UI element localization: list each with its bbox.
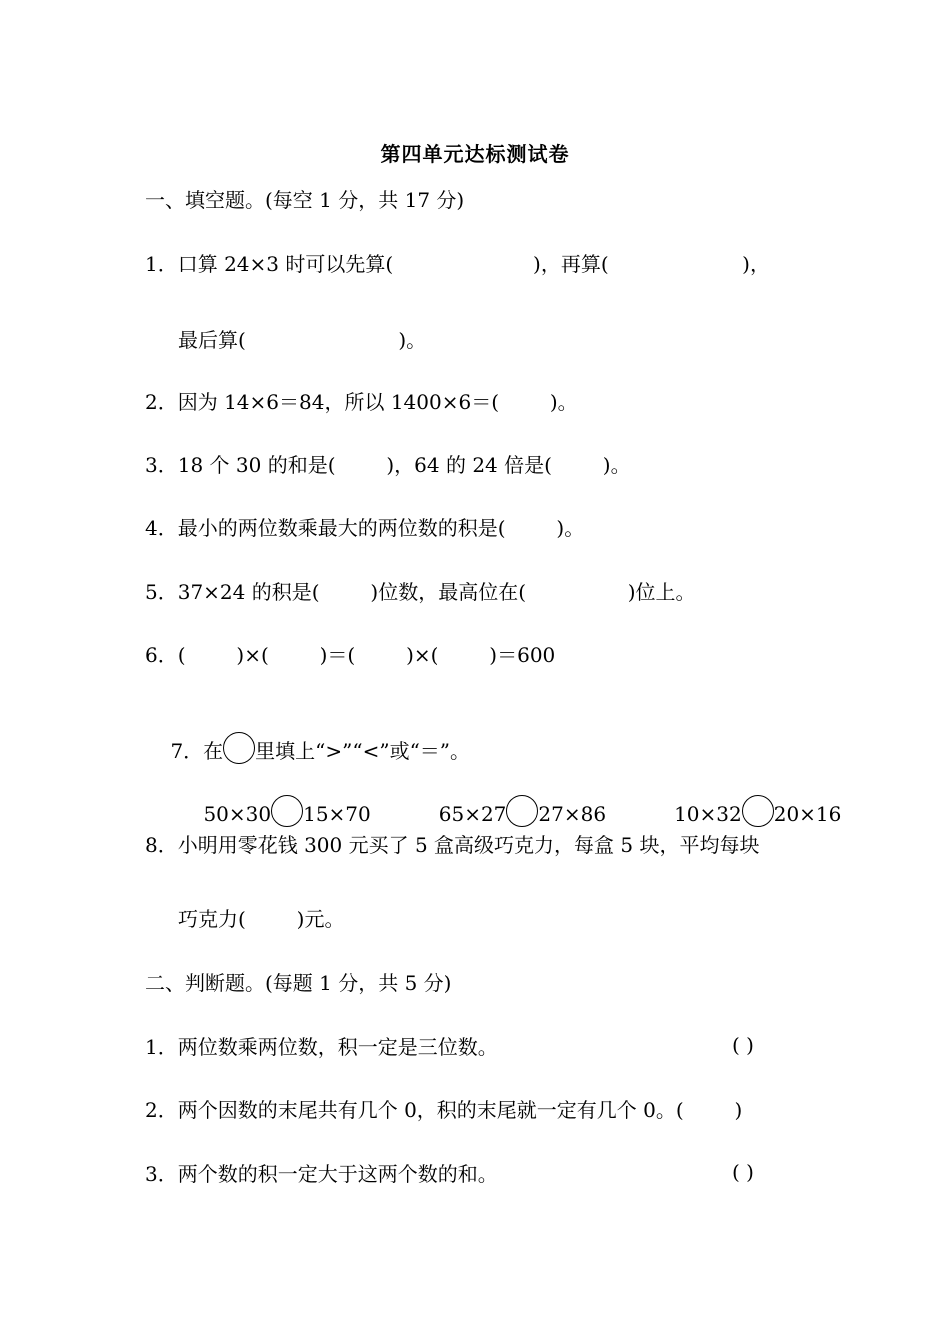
section2-heading: 二、判断题。(每题 1 分，共 5 分) xyxy=(145,971,452,995)
compare-item xyxy=(203,795,370,828)
section1-heading: 一、填空题。(每空 1 分，共 17 分) xyxy=(145,188,465,212)
compare-left: 50×30 xyxy=(203,802,272,826)
question-6: 6．( )×( )＝( )×( )＝600 xyxy=(145,643,556,667)
question-3: 3．18 个 30 的和是( )，64 的 24 倍是( )。 xyxy=(145,453,631,477)
compare-circle-icon[interactable] xyxy=(506,795,538,827)
compare-left: 65×27 xyxy=(438,802,507,826)
question-8-line1: 8．小明用零花钱 300 元买了 5 盒高级巧克力，每盒 5 块，平均每块 xyxy=(145,833,760,857)
question-4: 4．最小的两位数乘最大的两位数的积是( )。 xyxy=(145,516,585,540)
question-7-suffix: 里填上“>”“<”或“＝”。 xyxy=(255,739,471,763)
question-1-line1: 1．口算 24×3 时可以先算( )，再算( )， xyxy=(145,252,770,276)
compare-right: 27×86 xyxy=(538,802,607,826)
judge-answer-bracket[interactable]: ( ) xyxy=(732,1033,754,1057)
compare-right: 20×16 xyxy=(773,802,842,826)
question-1-line2: 最后算( )。 xyxy=(178,328,427,352)
compare-item xyxy=(674,795,841,828)
question-7-prefix: 7．在 xyxy=(170,739,224,763)
compare-item xyxy=(439,795,606,828)
question-8-line2: 巧克力( )元。 xyxy=(178,907,345,931)
judge-question-3: 3．两个数的积一定大于这两个数的和。 xyxy=(145,1162,498,1186)
judge-answer-bracket[interactable]: ( ) xyxy=(732,1160,754,1184)
page-title: 第四单元达标测试卷 xyxy=(380,142,570,166)
compare-left: 10×32 xyxy=(674,802,742,826)
compare-right: 15×70 xyxy=(303,802,371,826)
judge-question-2: 2．两个因数的末尾共有几个 0，积的末尾就一定有几个 0。( ) xyxy=(145,1098,743,1122)
question-5: 5．37×24 的积是( )位数，最高位在( )位上。 xyxy=(145,580,696,604)
judge-question-1: 1．两位数乘两位数，积一定是三位数。 xyxy=(145,1035,498,1059)
question-2: 2．因为 14×6＝84，所以 1400×6＝( )。 xyxy=(145,390,578,414)
compare-circle-icon xyxy=(223,732,255,764)
compare-circle-icon[interactable] xyxy=(271,795,303,827)
compare-circle-icon[interactable] xyxy=(742,795,774,827)
